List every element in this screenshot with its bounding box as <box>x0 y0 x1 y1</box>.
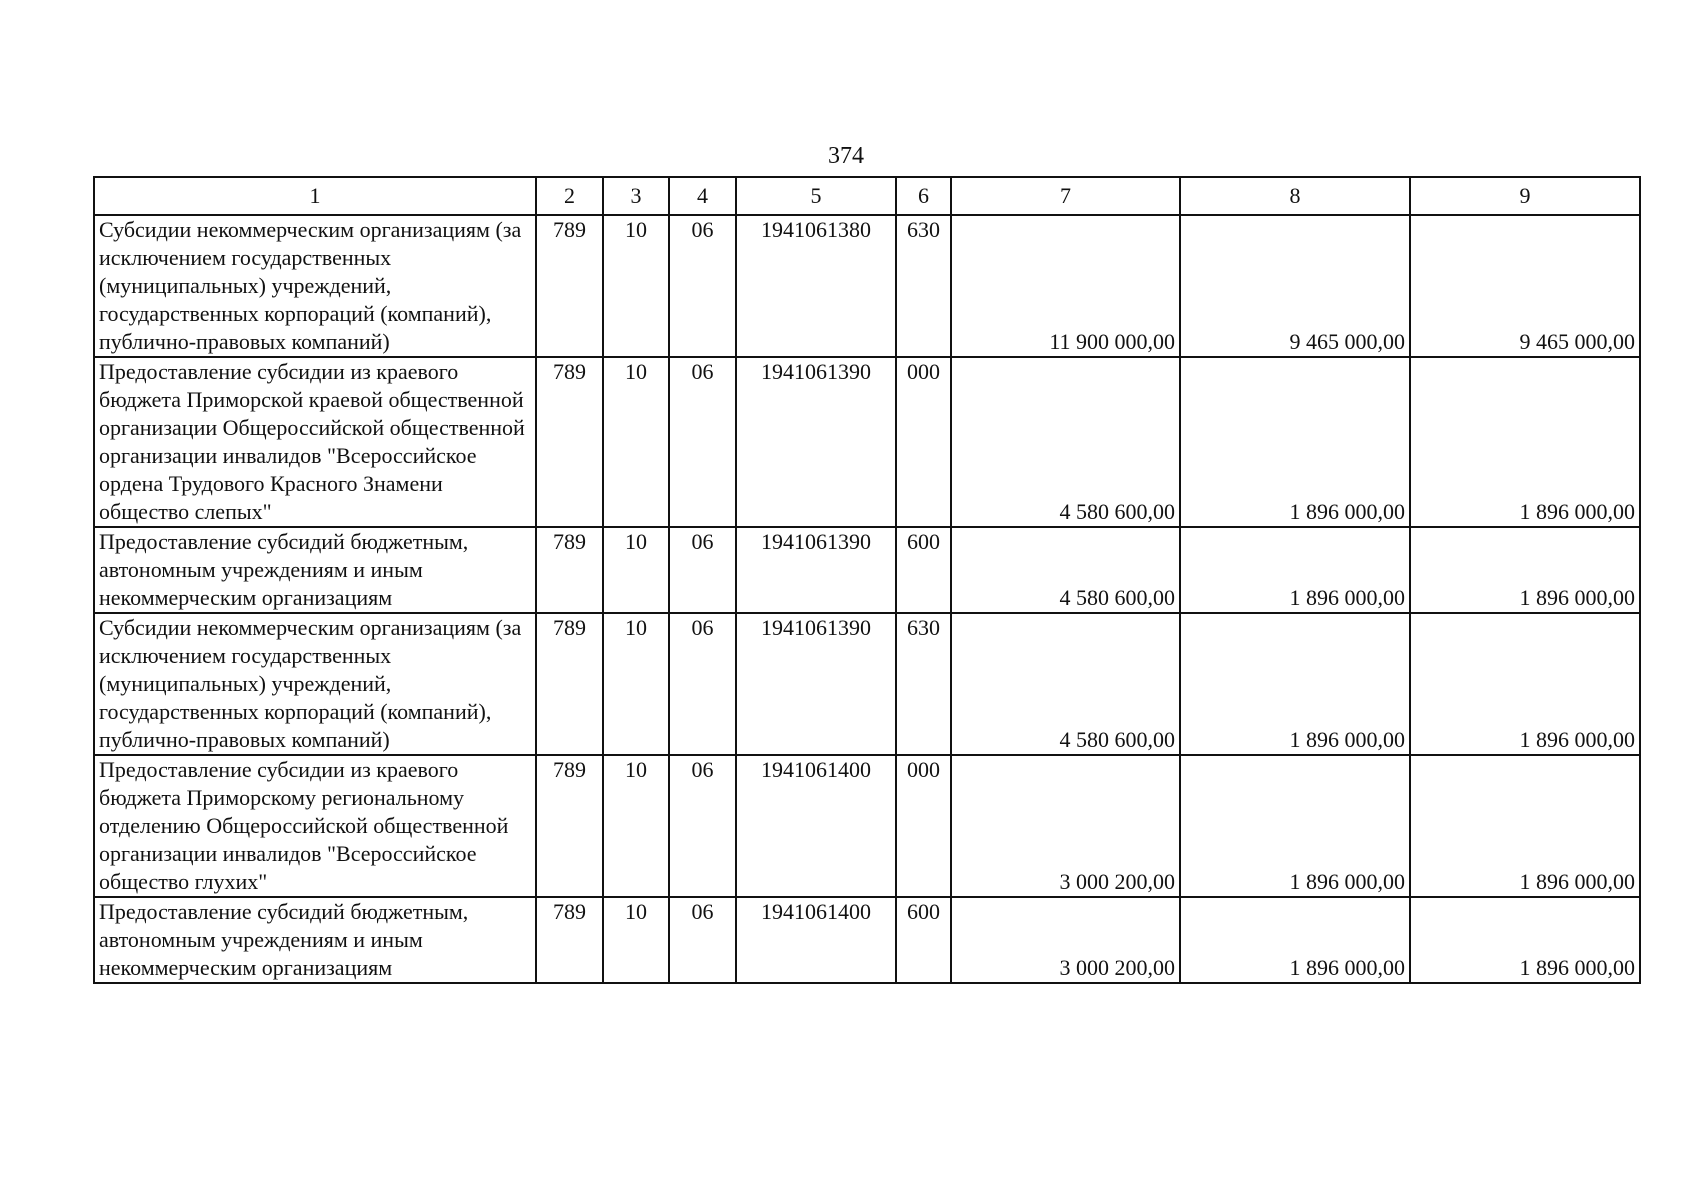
row-amount-col7: 3 000 200,00 <box>951 897 1180 983</box>
column-header: 6 <box>896 177 951 215</box>
row-amount-col8: 1 896 000,00 <box>1180 897 1410 983</box>
row-amount-col8: 1 896 000,00 <box>1180 527 1410 613</box>
column-header: 7 <box>951 177 1180 215</box>
table-row <box>94 897 1640 983</box>
row-code-section: 10 <box>603 357 669 527</box>
table-row <box>94 613 1640 755</box>
row-code-section: 10 <box>603 897 669 983</box>
row-amount-col8: 9 465 000,00 <box>1180 215 1410 357</box>
row-code-subsection: 06 <box>669 755 736 897</box>
row-code-target: 1941061400 <box>736 755 896 897</box>
row-code-section: 10 <box>603 613 669 755</box>
row-description: Субсидии некоммерческим организациям (за исключением государственных (муниципальных) учреждений, государственных корпораций (компаний), публично-правовых компаний) <box>94 215 536 357</box>
row-code-section: 10 <box>603 215 669 357</box>
row-code-target: 1941061390 <box>736 357 896 527</box>
row-code-ministry: 789 <box>536 613 603 755</box>
row-description: Предоставление субсидии из краевого бюджета Приморской краевой общественной организации Общероссийской общественной организации инвалидов "Всероссийское ордена Трудового Красного Знамени общество слепых" <box>94 357 536 527</box>
row-amount-col8: 1 896 000,00 <box>1180 357 1410 527</box>
column-header: 4 <box>669 177 736 215</box>
row-code-target: 1941061380 <box>736 215 896 357</box>
column-header: 3 <box>603 177 669 215</box>
row-amount-col7: 4 580 600,00 <box>951 527 1180 613</box>
column-header: 5 <box>736 177 896 215</box>
row-code-expense-type: 000 <box>896 357 951 527</box>
row-code-ministry: 789 <box>536 357 603 527</box>
row-code-ministry: 789 <box>536 755 603 897</box>
row-amount-col7: 4 580 600,00 <box>951 357 1180 527</box>
row-code-ministry: 789 <box>536 527 603 613</box>
row-amount-col8: 1 896 000,00 <box>1180 755 1410 897</box>
row-code-target: 1941061400 <box>736 897 896 983</box>
table-row <box>94 755 1640 897</box>
row-description: Предоставление субсидий бюджетным, автономным учреждениям и иным некоммерческим организациям <box>94 897 536 983</box>
row-code-subsection: 06 <box>669 527 736 613</box>
row-description: Предоставление субсидии из краевого бюджета Приморскому региональному отделению Общероссийской общественной организации инвалидов "Всероссийское общество глухих" <box>94 755 536 897</box>
row-amount-col8: 1 896 000,00 <box>1180 613 1410 755</box>
row-code-subsection: 06 <box>669 357 736 527</box>
column-header: 2 <box>536 177 603 215</box>
row-code-section: 10 <box>603 755 669 897</box>
table-row <box>94 215 1640 357</box>
column-header: 1 <box>94 177 536 215</box>
budget-table <box>93 176 1641 984</box>
row-amount-col7: 11 900 000,00 <box>951 215 1180 357</box>
row-description: Предоставление субсидий бюджетным, автономным учреждениям и иным некоммерческим организациям <box>94 527 536 613</box>
row-code-ministry: 789 <box>536 897 603 983</box>
column-header: 9 <box>1410 177 1640 215</box>
row-amount-col7: 4 580 600,00 <box>951 613 1180 755</box>
row-description: Субсидии некоммерческим организациям (за исключением государственных (муниципальных) учреждений, государственных корпораций (компаний), публично-правовых компаний) <box>94 613 536 755</box>
row-amount-col9: 1 896 000,00 <box>1410 357 1640 527</box>
row-code-expense-type: 600 <box>896 897 951 983</box>
row-amount-col9: 1 896 000,00 <box>1410 897 1640 983</box>
row-code-subsection: 06 <box>669 613 736 755</box>
row-amount-col9: 1 896 000,00 <box>1410 613 1640 755</box>
row-code-expense-type: 000 <box>896 755 951 897</box>
row-code-target: 1941061390 <box>736 613 896 755</box>
table-row <box>94 357 1640 527</box>
row-code-subsection: 06 <box>669 897 736 983</box>
table-header-row <box>94 177 1640 215</box>
row-amount-col7: 3 000 200,00 <box>951 755 1180 897</box>
row-code-expense-type: 630 <box>896 215 951 357</box>
row-code-subsection: 06 <box>669 215 736 357</box>
row-code-target: 1941061390 <box>736 527 896 613</box>
row-amount-col9: 1 896 000,00 <box>1410 755 1640 897</box>
row-amount-col9: 1 896 000,00 <box>1410 527 1640 613</box>
column-header: 8 <box>1180 177 1410 215</box>
row-code-expense-type: 630 <box>896 613 951 755</box>
table-row <box>94 527 1640 613</box>
row-amount-col9: 9 465 000,00 <box>1410 215 1640 357</box>
row-code-ministry: 789 <box>536 215 603 357</box>
page-number: 374 <box>828 143 864 169</box>
row-code-section: 10 <box>603 527 669 613</box>
row-code-expense-type: 600 <box>896 527 951 613</box>
